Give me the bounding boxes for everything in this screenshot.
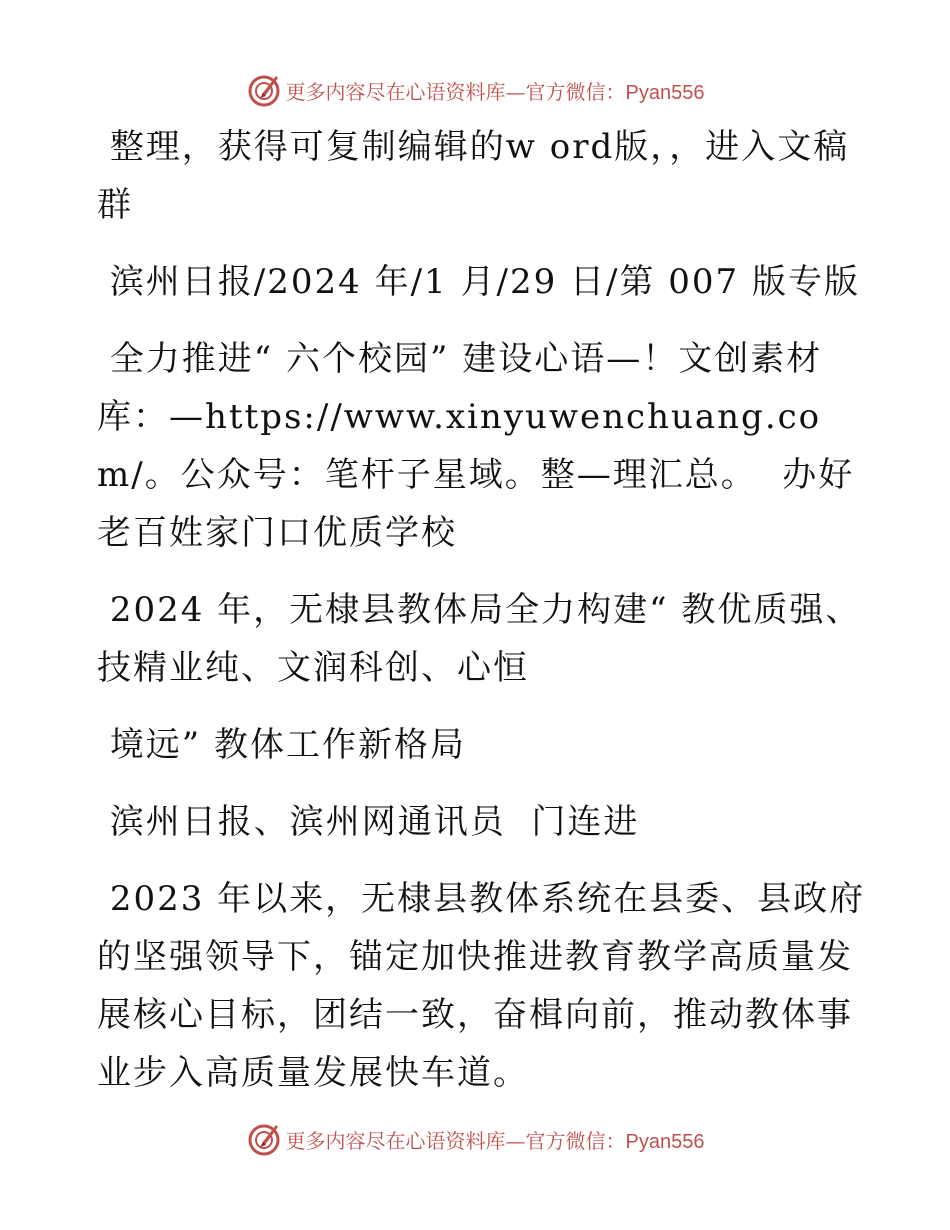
watermark-id: Pyan556: [625, 1130, 705, 1153]
paragraph-subhead-2: 境远” 教体工作新格局: [97, 725, 467, 765]
watermark-text: 更多内容尽在心语资料库—官方微信：Pyan556: [285, 79, 705, 104]
paragraph-body: 2023 年以来，无棣县教体系统在县委、县政府的坚强领导下，锚定加快推进教育教学高质量发展核心目标，团结一致，奋楫向前，推动教体事业步入高质量发展快车道。: [97, 879, 866, 1093]
paragraph-headline: 全力推进“ 六个校园” 建设心语—！文创素材库：—https://www.xinyuwenchuang.com/。公众号：笔杆子星域。整—理汇总。 办好老百姓家门口优质学校: [97, 339, 855, 553]
paragraph-subhead-1: 2024 年，无棣县教体局全力构建“ 教优质强、技精业纯、文润科创、心恒: [97, 590, 862, 688]
watermark-id: Pyan556: [625, 81, 705, 104]
document-body: [97, 118, 867, 1121]
quill-logo-icon: [246, 72, 282, 108]
paragraph-byline: 滨州日报、滨州网通讯员 门连进: [97, 802, 640, 842]
paragraph-intro: 整理，获得可复制编辑的w ord版，，进入文稿群: [97, 127, 850, 225]
paragraph-source: 滨州日报/2024 年/1 月/29 日/第 007 版专版: [97, 262, 860, 302]
footer-watermark: [0, 1119, 950, 1159]
quill-logo-icon: [246, 1121, 282, 1157]
header-watermark: [0, 70, 950, 110]
watermark-text: 更多内容尽在心语资料库—官方微信：Pyan556: [285, 1128, 705, 1153]
